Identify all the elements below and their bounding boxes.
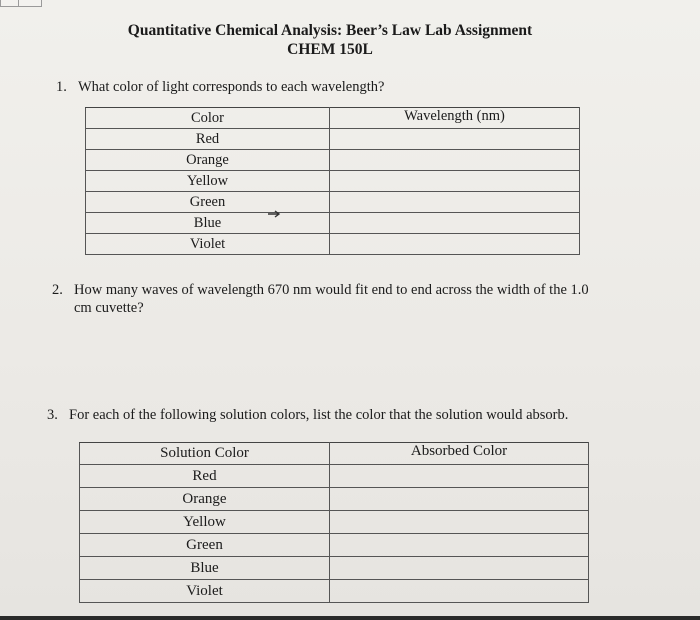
table-row bbox=[80, 465, 589, 488]
wavelength-answer-cell[interactable] bbox=[330, 129, 580, 150]
table-header-row bbox=[80, 443, 589, 465]
page-edge-tab bbox=[18, 0, 42, 7]
table-row bbox=[86, 213, 580, 234]
absorbed-color-table bbox=[79, 442, 589, 603]
table-row bbox=[86, 150, 580, 171]
color-cell: Green bbox=[86, 192, 330, 213]
absorbed-color-answer-cell[interactable] bbox=[330, 580, 589, 603]
wavelength-answer-cell[interactable] bbox=[330, 234, 580, 255]
absorbed-color-answer-cell[interactable] bbox=[330, 465, 589, 488]
course-code: CHEM 150L bbox=[287, 41, 373, 58]
question-text-line-2: cm cuvette? bbox=[74, 300, 144, 316]
wavelength-answer-cell[interactable] bbox=[330, 150, 580, 171]
header-absorbed-color: Absorbed Color bbox=[330, 443, 589, 465]
question-1 bbox=[56, 78, 384, 96]
solution-color-cell: Red bbox=[80, 465, 330, 488]
worksheet-title-block bbox=[0, 21, 660, 59]
solution-color-cell: Green bbox=[80, 534, 330, 557]
question-text-line-1: How many waves of wavelength 670 nm would fit end to end across the width of the 1.0 bbox=[74, 282, 589, 298]
header-wavelength: Wavelength (nm) bbox=[330, 108, 580, 129]
color-cell: Violet bbox=[86, 234, 330, 255]
question-text: For each of the following solution colors, list the color that the solution would absorb. bbox=[69, 407, 569, 423]
table-row bbox=[80, 580, 589, 603]
wavelength-answer-cell[interactable] bbox=[330, 192, 580, 213]
table-header-row bbox=[86, 108, 580, 129]
question-number: 1. bbox=[56, 79, 67, 95]
color-cell: Orange bbox=[86, 150, 330, 171]
table-row bbox=[80, 511, 589, 534]
absorbed-color-answer-cell[interactable] bbox=[330, 511, 589, 534]
worksheet-title: Quantitative Chemical Analysis: Beer’s Law Lab Assignment bbox=[127, 22, 533, 39]
mouse-cursor-icon bbox=[268, 210, 282, 218]
color-cell: Blue bbox=[86, 213, 330, 234]
header-color: Color bbox=[86, 108, 330, 129]
solution-color-cell: Orange bbox=[80, 488, 330, 511]
question-number: 2. bbox=[52, 282, 63, 298]
question-number: 3. bbox=[47, 407, 58, 423]
question-3 bbox=[47, 406, 568, 424]
question-2 bbox=[52, 281, 652, 317]
solution-color-cell: Yellow bbox=[80, 511, 330, 534]
table-row bbox=[86, 234, 580, 255]
table-row bbox=[80, 557, 589, 580]
wavelength-table bbox=[85, 107, 580, 255]
wavelength-answer-cell[interactable] bbox=[330, 171, 580, 192]
table-row bbox=[86, 192, 580, 213]
header-solution-color: Solution Color bbox=[80, 443, 330, 465]
question-text: What color of light corresponds to each wavelength? bbox=[78, 79, 385, 95]
page-edge-tab bbox=[0, 0, 20, 7]
absorbed-color-answer-cell[interactable] bbox=[330, 488, 589, 511]
table-row bbox=[80, 534, 589, 557]
solution-color-cell: Violet bbox=[80, 580, 330, 603]
table-row bbox=[86, 171, 580, 192]
solution-color-cell: Blue bbox=[80, 557, 330, 580]
table-row bbox=[86, 129, 580, 150]
color-cell: Red bbox=[86, 129, 330, 150]
absorbed-color-answer-cell[interactable] bbox=[330, 534, 589, 557]
table-row bbox=[80, 488, 589, 511]
absorbed-color-answer-cell[interactable] bbox=[330, 557, 589, 580]
color-cell: Yellow bbox=[86, 171, 330, 192]
wavelength-answer-cell[interactable] bbox=[330, 213, 580, 234]
page-bottom-edge bbox=[0, 616, 700, 620]
